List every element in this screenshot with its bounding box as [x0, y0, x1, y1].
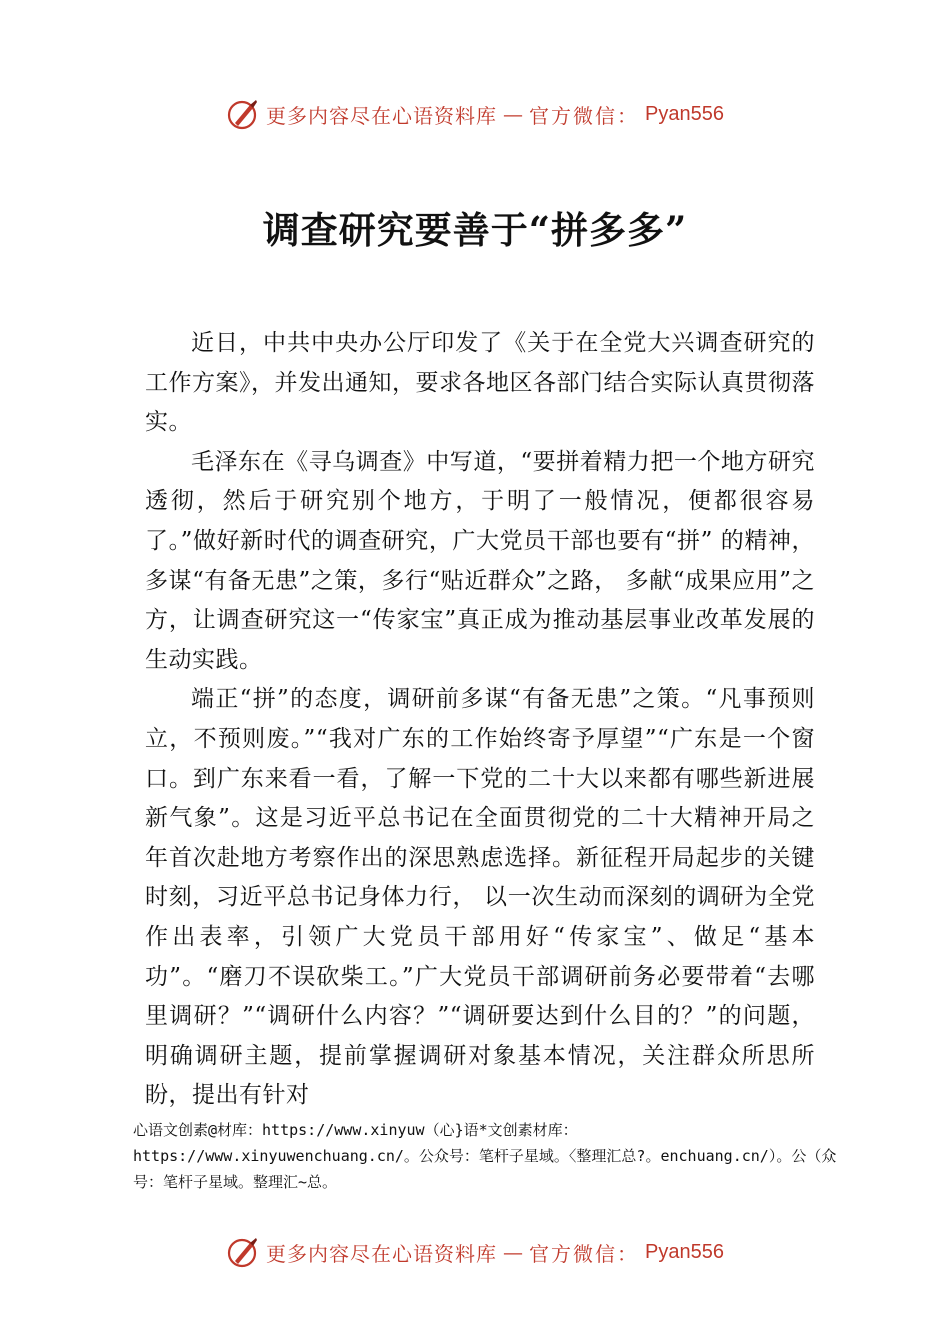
footer-dash: —: [503, 1240, 524, 1264]
header-wechat-label: 官方微信：: [529, 103, 640, 128]
header-banner: [0, 94, 950, 134]
article-paragraph: 毛泽东在《寻乌调查》中写道，“要拼着精力把一个地方研究透彻，然后于研究别个地方，于明了一般情况，便都很容易了。”做好新时代的调查研究，广大党员干部也要有“拼” 的精神，多谋“有备无患”之策，多行“贴近群众”之路， 多献“成果应用”之方，让调查研究这一“传家宝”真正成为推动基层事业改革发展的生动实践。: [145, 448, 815, 673]
footer-wechat-label: 官方微信：: [529, 1241, 640, 1266]
footer-banner: [0, 1232, 950, 1272]
article-body: [145, 324, 815, 1116]
header-dash: —: [503, 102, 524, 126]
footer-brand-text: 更多内容尽在心语资料库: [266, 1241, 498, 1266]
quill-pen-icon: [226, 97, 260, 131]
quill-pen-icon: [226, 1235, 260, 1269]
header-wechat-id: Pyan556: [645, 102, 724, 125]
page-title: 调查研究要善于“拼多多”: [262, 208, 688, 252]
footer-wechat-id: Pyan556: [645, 1240, 724, 1263]
header-brand-text: 更多内容尽在心语资料库: [266, 103, 498, 128]
source-footnote: 心语文创素@材库：https://www.xinyuw（心}语*文创素材库：https://www.xinyuwenchuang.cn/。公众号：笔杆子星域。〈整理汇总?。enchuang.cn/）。公（众号：笔杆子星域。整理汇~总。: [133, 1121, 837, 1191]
article-paragraph: 近日，中共中央办公厅印发了《关于在全党大兴调查研究的工作方案》，并发出通知，要求各地区各部门结合实际认真贯彻落实。: [145, 330, 815, 436]
article-paragraph: 端正“拼”的态度，调研前多谋“有备无患”之策。“凡事预则立，不预则废。”“我对广东的工作始终寄予厚望”“广东是一个窗口。到广东来看一看，了解一下党的二十大以来都有哪些新进展新气象”。这是习近平总书记在全面贯彻党的二十大精神开局之年首次赴地方考察作出的深思熟虑选择。新征程开局起步的关键时刻，习近平总书记身体力行， 以一次生动而深刻的调研为全党作出表率，引领广大党员干部用好“传家宝”、做足“基本功”。“磨刀不误砍柴工。”广大党员干部调研前务必要带着“去哪里调研？”“调研什么内容？”“调研要达到什么目的？”的问题，明确调研主题，提前掌握调研对象基本情况，关注群众所思所盼，提出有针对: [145, 686, 815, 1109]
